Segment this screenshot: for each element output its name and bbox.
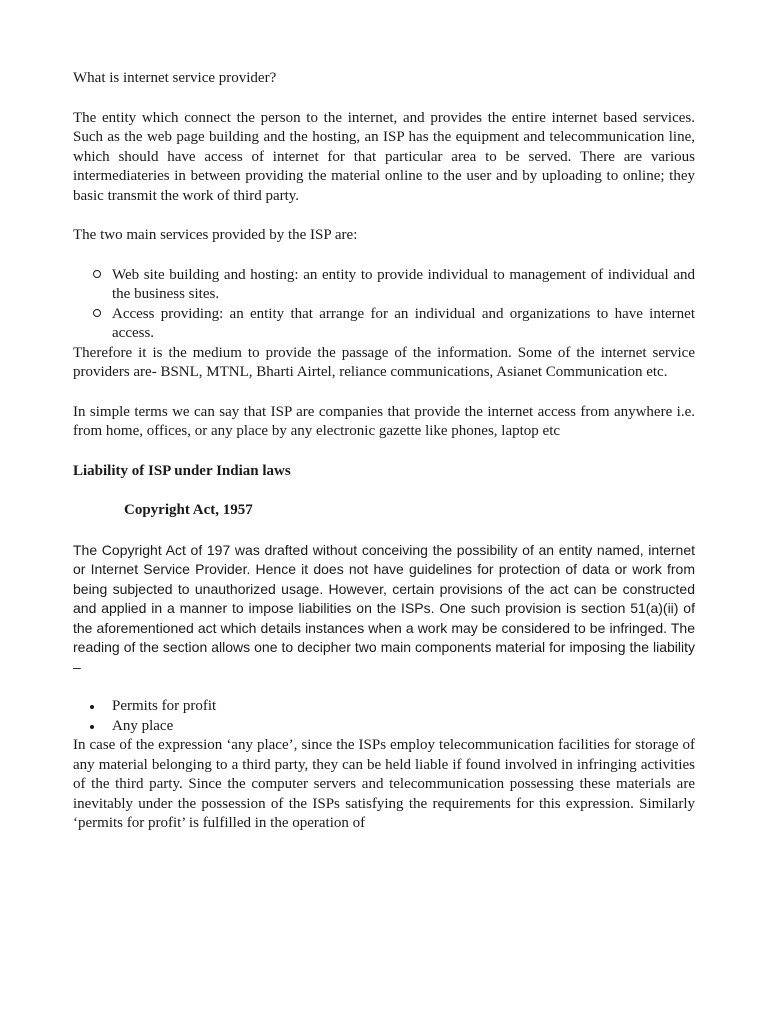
service-text: Web site building and hosting: an entity to provide individual to management of individual and the business sites. [112, 266, 695, 302]
copyright-heading: Copyright Act, 1957 [124, 502, 253, 518]
component-text: Any place [112, 717, 174, 734]
document-page [73, 69, 695, 834]
simple-terms-paragraph: In simple terms we can say that ISP are companies that provide the internet access from anywhere i.e. from home, offices, or any place by any electronic gazette like phones, laptop etc [73, 403, 695, 439]
components-list [73, 697, 695, 736]
intro-paragraph: The entity which connect the person to the internet, and provides the entire internet based services. Such as the web page building and the hosting, an ISP has the equipment and telecommunication line, which should have access of internet for that particular area to be served. There are various intermediateries in between providing the material online to the user and by uploading to online; they basic transmit the work of third party. [73, 109, 695, 204]
circle-bullet-icon [93, 270, 101, 278]
circle-bullet-icon [93, 309, 101, 317]
medium-paragraph: Therefore it is the medium to provide the passage of the information. Some of the internet service providers are- BSNL, MTNL, Bharti Airtel, reliance communications, Asianet Communication etc. [73, 344, 695, 380]
disc-bullet-icon [90, 705, 94, 709]
copyright-paragraph: The Copyright Act of 197 was drafted without conceiving the possibility of an entity named, internet or Internet Service Provider. Hence it does not have guidelines for protection of data or work from being subjected to unauthorized usage. However, certain provisions of the act can be constructed and applied in a manner to impose liabilities on the ISPs. One such provision is section 51(a)(ii) of the aforementioned act which details instances when a work may be considered to be infringed. The reading of the section allows one to decipher two main components material for imposing the liability – [73, 541, 695, 675]
services-list [73, 266, 695, 344]
list-item [73, 305, 695, 344]
services-intro: The two main services provided by the ISP are: [73, 227, 358, 243]
liability-heading: Liability of ISP under Indian laws [73, 462, 291, 479]
service-text: Access providing: an entity that arrange for an individual and organizations to have internet access. [112, 305, 695, 341]
question-line: What is internet service provider? [73, 70, 277, 86]
list-item [73, 697, 695, 717]
list-item [73, 266, 695, 305]
list-item [73, 717, 695, 737]
any-place-paragraph: In case of the expression ‘any place’, since the ISPs employ telecommunication facilities for storage of any material belonging to a third party, they can be held liable if found involved in infringing activities of the third party. Since the computer servers and telecommunication possessing these materials are inevitably under the possession of the ISPs satisfying the requirements for this expression. Similarly ‘permits for profit’ is fulfilled in the operation of [73, 737, 695, 831]
component-text: Permits for profit [112, 698, 217, 714]
disc-bullet-icon [90, 725, 94, 729]
